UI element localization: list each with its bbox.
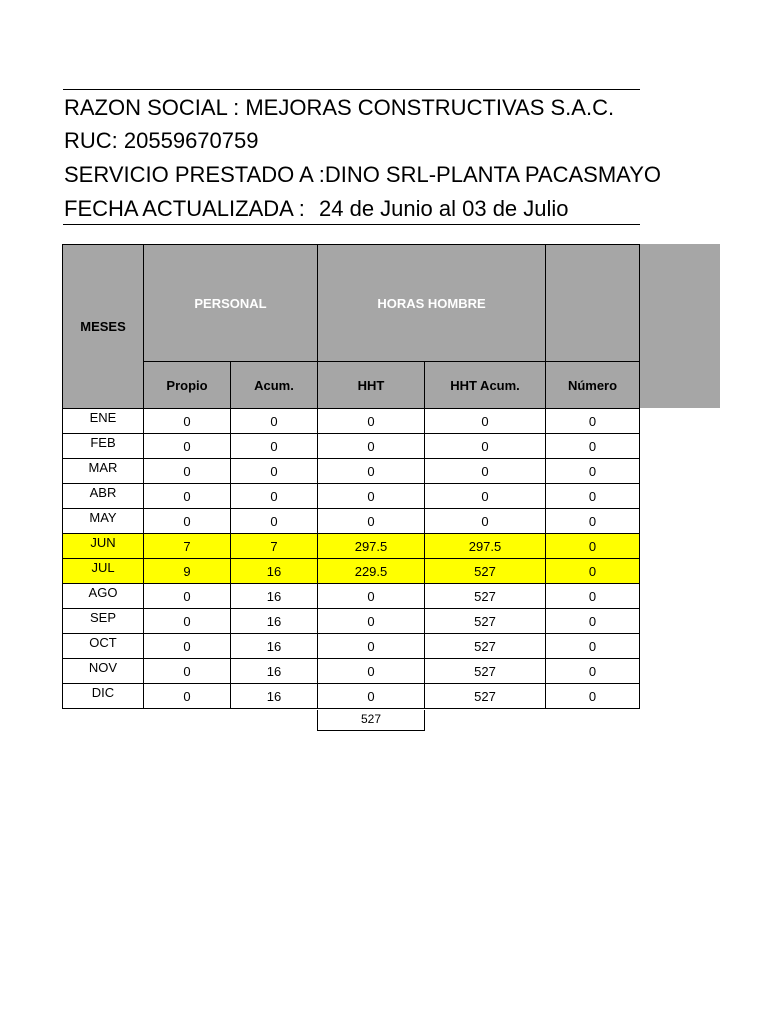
hht-total: 527: [317, 710, 425, 731]
hht-acum-cell: 0: [425, 509, 546, 534]
propio-cell: 0: [144, 609, 231, 634]
table-row: [63, 634, 640, 659]
numero-cell: 0: [546, 534, 640, 559]
table-row: [63, 584, 640, 609]
hours-table: [62, 244, 640, 709]
acum-cell: 0: [231, 484, 318, 509]
table-row: [63, 609, 640, 634]
servicio-prestado: SERVICIO PRESTADO A :DINO SRL-PLANTA PACASMAYO: [64, 162, 662, 187]
month-cell: AGO: [63, 584, 144, 609]
fecha-actualizada-value: 24 de Junio al 03 de Julio: [319, 196, 569, 221]
horas-hombre-header: HORAS HOMBRE: [318, 245, 546, 362]
hht-acum-cell: 527: [425, 584, 546, 609]
acum-cell: 16: [231, 584, 318, 609]
hht-cell: 0: [318, 409, 425, 434]
numero-cell: 0: [546, 684, 640, 709]
top-rule: [63, 89, 640, 90]
hht-acum-cell: 527: [425, 609, 546, 634]
propio-cell: 0: [144, 434, 231, 459]
personal-header: PERSONAL: [144, 245, 318, 362]
hht-cell: 297.5: [318, 534, 425, 559]
month-cell: SEP: [63, 609, 144, 634]
propio-cell: 7: [144, 534, 231, 559]
propio-cell: 0: [144, 484, 231, 509]
acum-cell: 0: [231, 434, 318, 459]
hht-cell: 0: [318, 634, 425, 659]
numero-cell: 0: [546, 659, 640, 684]
col-numero-header: Número: [546, 362, 640, 409]
hht-cell: 0: [318, 684, 425, 709]
propio-cell: 0: [144, 584, 231, 609]
acum-cell: 16: [231, 559, 318, 584]
month-cell: FEB: [63, 434, 144, 459]
acum-cell: 16: [231, 634, 318, 659]
month-cell: MAY: [63, 509, 144, 534]
table-row: [63, 659, 640, 684]
propio-cell: 0: [144, 634, 231, 659]
col-acum-header: Acum.: [231, 362, 318, 409]
hht-cell: 0: [318, 509, 425, 534]
acum-cell: 7: [231, 534, 318, 559]
hht-acum-cell: 527: [425, 659, 546, 684]
numero-cell: 0: [546, 459, 640, 484]
hht-cell: 0: [318, 434, 425, 459]
hht-cell: 229.5: [318, 559, 425, 584]
fecha-actualizada-label: FECHA ACTUALIZADA :: [64, 196, 305, 221]
acum-cell: 16: [231, 684, 318, 709]
month-cell: DIC: [63, 684, 144, 709]
month-cell: NOV: [63, 659, 144, 684]
blank-header: [546, 245, 640, 362]
month-cell: ABR: [63, 484, 144, 509]
meses-header: MESES: [63, 245, 144, 409]
numero-cell: 0: [546, 559, 640, 584]
hht-acum-cell: 0: [425, 409, 546, 434]
hht-acum-cell: 527: [425, 634, 546, 659]
col-propio-header: Propio: [144, 362, 231, 409]
hht-acum-cell: 0: [425, 434, 546, 459]
propio-cell: 0: [144, 459, 231, 484]
propio-cell: 0: [144, 409, 231, 434]
propio-cell: 9: [144, 559, 231, 584]
numero-cell: 0: [546, 634, 640, 659]
bottom-rule: [63, 224, 640, 225]
ruc: RUC: 20559670759: [64, 128, 259, 153]
table-row: [63, 559, 640, 584]
numero-cell: 0: [546, 409, 640, 434]
month-cell: OCT: [63, 634, 144, 659]
hht-cell: 0: [318, 609, 425, 634]
numero-cell: 0: [546, 509, 640, 534]
table-row: [63, 484, 640, 509]
numero-cell: 0: [546, 584, 640, 609]
table-row: [63, 684, 640, 709]
month-cell: JUN: [63, 534, 144, 559]
month-cell: MAR: [63, 459, 144, 484]
numero-cell: 0: [546, 484, 640, 509]
numero-cell: 0: [546, 434, 640, 459]
acum-cell: 16: [231, 659, 318, 684]
hht-cell: 0: [318, 459, 425, 484]
acum-cell: 0: [231, 459, 318, 484]
hht-acum-cell: 0: [425, 459, 546, 484]
hht-cell: 0: [318, 659, 425, 684]
hht-cell: 0: [318, 484, 425, 509]
hht-acum-cell: 0: [425, 484, 546, 509]
table-row: [63, 459, 640, 484]
razon-social: RAZON SOCIAL : MEJORAS CONSTRUCTIVAS S.A.C.: [64, 95, 615, 120]
propio-cell: 0: [144, 659, 231, 684]
col-hht-header: HHT: [318, 362, 425, 409]
propio-cell: 0: [144, 509, 231, 534]
table-row: [63, 509, 640, 534]
col-hht-acum-header: HHT Acum.: [425, 362, 546, 409]
table-row: [63, 409, 640, 434]
acum-cell: 0: [231, 509, 318, 534]
numero-cell: 0: [546, 609, 640, 634]
hht-acum-cell: 297.5: [425, 534, 546, 559]
propio-cell: 0: [144, 684, 231, 709]
month-cell: JUL: [63, 559, 144, 584]
hht-cell: 0: [318, 584, 425, 609]
hht-acum-cell: 527: [425, 684, 546, 709]
table-row: [63, 434, 640, 459]
hht-acum-cell: 527: [425, 559, 546, 584]
header-fill-extension: [640, 244, 720, 408]
acum-cell: 16: [231, 609, 318, 634]
acum-cell: 0: [231, 409, 318, 434]
table-row: [63, 534, 640, 559]
month-cell: ENE: [63, 409, 144, 434]
